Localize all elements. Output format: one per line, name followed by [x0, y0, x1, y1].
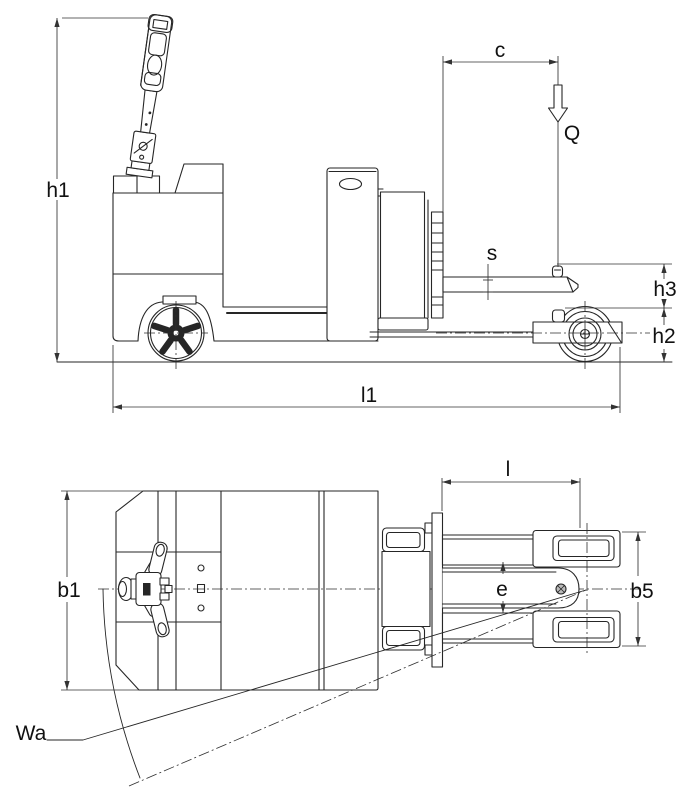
top-view [16, 458, 654, 786]
load-arrow-icon [549, 85, 568, 122]
dim-label-h1: h1 [46, 179, 70, 202]
fork-side [443, 266, 578, 292]
dim-label-wa: Wa [15, 722, 47, 745]
dim-label-h3: h3 [653, 278, 677, 301]
side-view [46, 14, 676, 413]
steer-pivot [556, 584, 566, 594]
dimension-c [443, 56, 558, 267]
dim-label-q: Q [563, 122, 581, 145]
mast-housing [327, 168, 383, 341]
dim-label-e: e [496, 578, 508, 601]
dimension-l [442, 478, 580, 528]
dim-label-l1: l1 [360, 384, 378, 407]
dim-label-s: s [486, 242, 498, 265]
dim-label-h2: h2 [652, 325, 676, 348]
dim-label-b1: b1 [57, 579, 81, 602]
drive-wheel [144, 301, 208, 371]
tiller-handle [126, 14, 174, 178]
dim-label-c: c [494, 39, 506, 62]
dim-label-l: l [505, 458, 511, 481]
dim-label-b5: b5 [630, 580, 654, 603]
drive-unit-top [382, 513, 443, 667]
load-wheel-assembly [436, 301, 650, 369]
fork-carriage [378, 192, 443, 330]
